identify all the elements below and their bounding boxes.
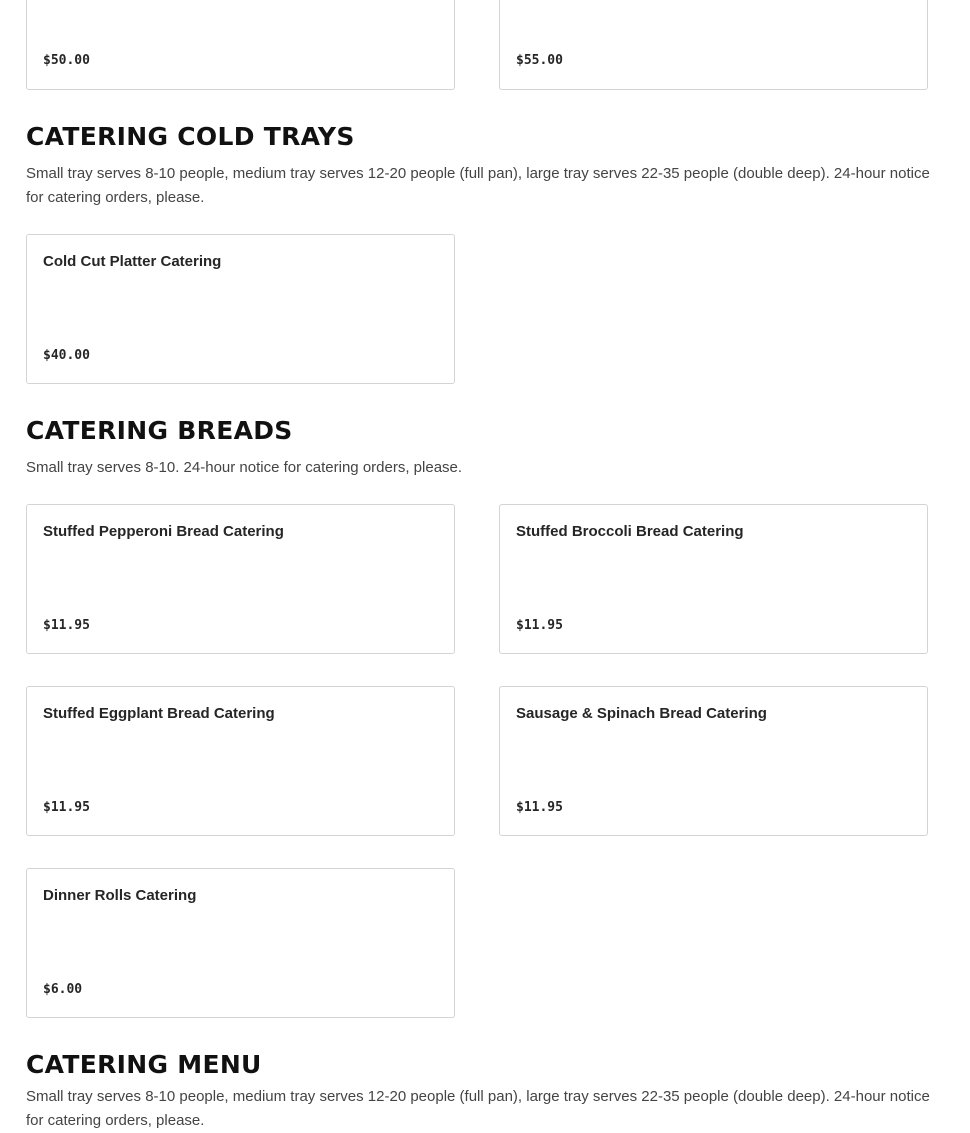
section-description-cold-trays: Small tray serves 8-10 people, medium tray serves 12-20 people (full pan), large tray serves 22-35 people (double deep). 24-hour notice for catering orders, please. bbox=[26, 165, 930, 206]
item-price: $11.95 bbox=[43, 618, 90, 633]
section-title-breads: CATERING BREADS bbox=[26, 416, 293, 445]
menu-item-card[interactable] bbox=[26, 0, 455, 90]
item-price: $11.95 bbox=[516, 800, 563, 815]
menu-item-card[interactable] bbox=[26, 504, 455, 654]
section-title-menu: CATERING MENU bbox=[26, 1050, 262, 1079]
item-name: Sausage & Spinach Bread Catering bbox=[516, 705, 767, 722]
item-price: $55.00 bbox=[516, 53, 563, 68]
item-name: Dinner Rolls Catering bbox=[43, 887, 197, 904]
item-price: $11.95 bbox=[516, 618, 563, 633]
item-price: $11.95 bbox=[43, 800, 90, 815]
item-name: Stuffed Eggplant Bread Catering bbox=[43, 705, 275, 722]
item-price: $50.00 bbox=[43, 53, 90, 68]
section-description-breads: Small tray serves 8-10. 24-hour notice for catering orders, please. bbox=[26, 459, 463, 476]
section-description-menu: Small tray serves 8-10 people, medium tray serves 12-20 people (full pan), large tray serves 22-35 people (double deep). 24-hour notice for catering orders, please. bbox=[26, 1088, 930, 1129]
item-price: $6.00 bbox=[43, 982, 83, 997]
menu-item-card[interactable] bbox=[499, 0, 928, 90]
menu-item-card[interactable] bbox=[26, 686, 455, 836]
menu-item-card[interactable] bbox=[26, 234, 455, 384]
item-price: $40.00 bbox=[43, 348, 90, 363]
menu-item-card[interactable] bbox=[499, 504, 928, 654]
section-title-cold-trays: CATERING COLD TRAYS bbox=[26, 122, 355, 151]
item-name: Stuffed Broccoli Bread Catering bbox=[516, 523, 744, 540]
item-name: Cold Cut Platter Catering bbox=[43, 253, 222, 270]
item-name: Stuffed Pepperoni Bread Catering bbox=[43, 523, 284, 540]
menu-item-card[interactable] bbox=[26, 868, 455, 1018]
menu-item-card[interactable] bbox=[499, 686, 928, 836]
